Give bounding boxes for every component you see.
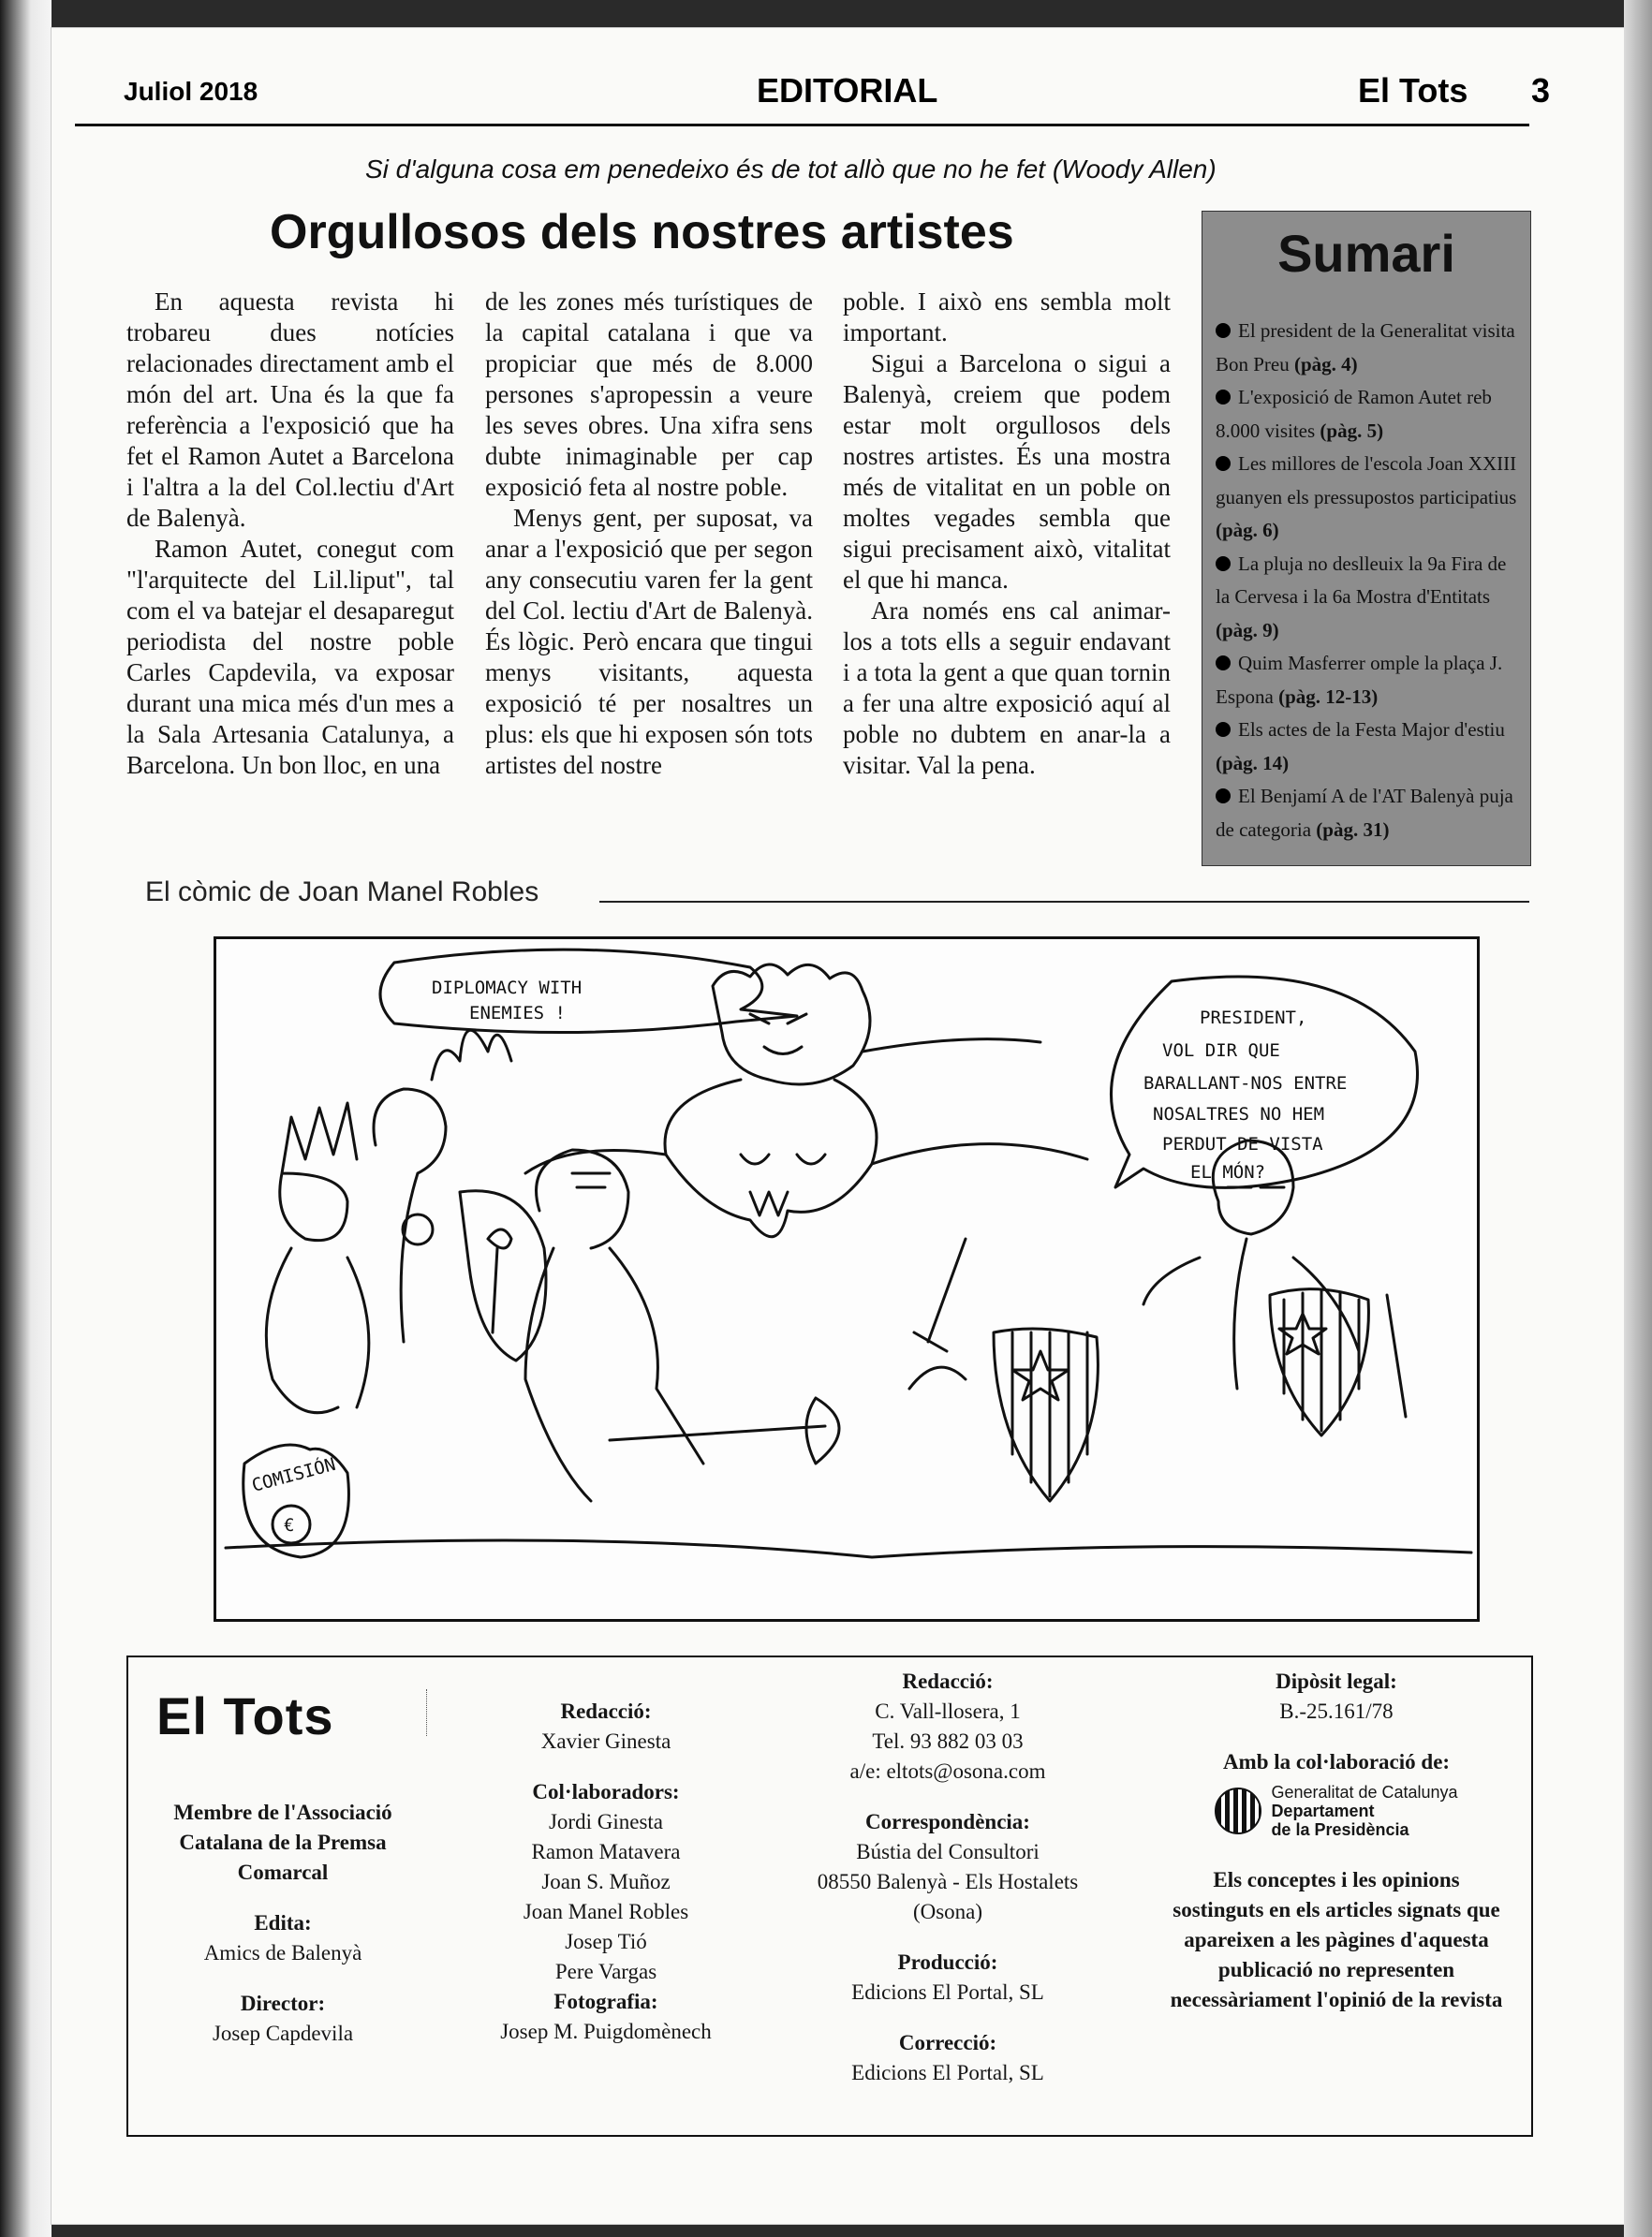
bullet-icon xyxy=(1216,655,1231,670)
foto-value: Josep M. Puigdomènech xyxy=(500,2020,712,2043)
page-number: 3 xyxy=(1531,71,1551,110)
binding-spine xyxy=(0,0,52,2237)
comic-label: El còmic de Joan Manel Robles xyxy=(145,876,539,907)
corr-line: 08550 Balenyà - Els Hostalets xyxy=(817,1870,1079,1893)
disclaimer: Els conceptes i les opinions sostinguts en els articles signats que apareixen a les pàgines d'aquesta publicació no representen necessàriament l'opinió de la revista xyxy=(1170,1868,1503,2011)
page-edge xyxy=(1624,0,1652,2237)
paragraph: En aquesta revista hi trobareu dues notícies relacionades directament amb el món del art. Una és la que fa referència a l'exposició que ha fet el Ramon Autet a Barcelona i l'altra a la del Col.lectiu d'Art de Balenyà. xyxy=(126,287,454,532)
bullet-icon xyxy=(1216,456,1231,471)
sumari-list xyxy=(1216,315,1523,846)
paragraph: de les zones més turístiques de la capital catalana i que va propiciar que més de 8.000 persones s'apropessin a veure les seves obres. Una xifra sens dubte inimaginable per cap exposició feta al nostre poble. xyxy=(485,287,813,501)
bullet-icon xyxy=(1216,390,1231,405)
header-date: Juliol 2018 xyxy=(124,77,258,106)
bullet-icon xyxy=(1216,722,1231,737)
sumari-item: El president de la Generalitat visita Bon Preu (pàg. 4) xyxy=(1216,319,1515,375)
address-street: C. Vall-llosera, 1 xyxy=(875,1700,1021,1723)
edita-value: Amics de Balenyà xyxy=(203,1941,362,1965)
masthead-box xyxy=(126,1656,1533,2137)
director-value: Josep Capdevila xyxy=(212,2022,354,2045)
gencat-logo xyxy=(1168,1783,1505,1839)
sword xyxy=(909,1239,966,1389)
header-section: EDITORIAL xyxy=(757,71,938,110)
senyera-icon xyxy=(1215,1788,1261,1834)
collaborator: Joan S. Muñoz xyxy=(541,1870,671,1893)
foto-label: Fotografia: xyxy=(553,1990,658,2013)
comic-drawing xyxy=(216,939,1477,1619)
figure-crowned xyxy=(266,1103,369,1413)
edita-label: Edita: xyxy=(254,1911,312,1935)
comic-rule xyxy=(599,901,1529,903)
article-column-2 xyxy=(485,287,813,781)
epigraph-quote: Si d'alguna cosa em penedeixo és de tot allò que no he fet (Woody Allen) xyxy=(365,155,1217,184)
paragraph: Menys gent, per suposat, va anar a l'exposició que per segon any consecutiu varen fer la gent del Col. lectiu d'Art de Balenyà. És lògic. Però encara que tingui menys visitants, aquesta exposició té per nosaltres un plus: els que hi exposen són tots artistes del nostre xyxy=(485,504,813,779)
sumari-item: Quim Masferrer omple la plaça J. Espona (pàg. 12-13) xyxy=(1216,652,1503,708)
bubble-right-line: EL MÓN? xyxy=(1190,1162,1266,1183)
gencat-line: de la Presidència xyxy=(1271,1820,1409,1839)
figure-knight xyxy=(432,1030,703,1501)
address-tel: Tel. 93 882 03 03 xyxy=(872,1729,1024,1753)
masthead-col-2 xyxy=(484,1697,728,2047)
paragraph: Sigui a Barcelona o sigui a Balenyà, creiem que podem estar molt orgullosos dels nostres artistes. És una mostra més de vitalitat en un poble on moltes vegades sembla que sigui precisament això, vitalitat el que hi manca. xyxy=(843,349,1171,594)
address-label: Redacció: xyxy=(902,1670,994,1693)
article-headline: Orgullosos dels nostres artistes xyxy=(270,205,1014,259)
masthead-col-3 xyxy=(807,1667,1088,2088)
collaborator: Josep Tió xyxy=(565,1930,647,1953)
sumari-item: Els actes de la Festa Major d'estiu (pàg. 14) xyxy=(1216,718,1505,774)
paragraph: Ara només ens cal animar-los a tots ells a seguir endavant i a tota la gent a que quan tornin a fer una altre exposició aquí al poble no dubtem en anar-la a visitar. Val la pena. xyxy=(843,596,1171,779)
correc-value: Edicions El Portal, SL xyxy=(851,2061,1044,2084)
star-icon xyxy=(1012,1351,1069,1400)
figure-shield xyxy=(374,1089,546,1361)
dragon-head xyxy=(713,964,870,1084)
bubble-left-line: ENEMIES ! xyxy=(469,1003,566,1023)
diposit-label: Dipòsit legal: xyxy=(1276,1670,1397,1693)
collaborator: Joan Manel Robles xyxy=(523,1900,689,1923)
ground-line xyxy=(226,1540,1471,1557)
bubble-right-line: BARALLANT-NOS ENTRE xyxy=(1143,1073,1348,1094)
bubble-left-line: DIPLOMACY WITH xyxy=(432,978,583,998)
bubble-right-line: PERDUT DE VISTA xyxy=(1162,1134,1323,1155)
collaborator: Ramon Matavera xyxy=(531,1840,681,1863)
collaborator: Jordi Ginesta xyxy=(548,1810,663,1833)
corr-label: Correspondència: xyxy=(865,1810,1030,1833)
estelada-shield-1 xyxy=(994,1329,1098,1501)
sumari-item: El Benjamí A de l'AT Balenyà puja de categoria (pàg. 31) xyxy=(1216,785,1513,841)
corr-line: (Osona) xyxy=(912,1900,983,1923)
sumari-box xyxy=(1202,211,1531,866)
masthead-col-1 xyxy=(147,1798,419,2049)
page-header xyxy=(75,47,1551,126)
gencat-line: Generalitat de Catalunya xyxy=(1271,1783,1458,1802)
collab-label: Col·laboradors: xyxy=(532,1780,680,1803)
sumari-item: L'exposició de Ramon Autet reb 8.000 visites (pàg. 5) xyxy=(1216,386,1492,442)
paragraph: Ramon Autet, conegut com "l'arquitecte del Lil.liput", tal com el va batejar el desaparegut periodista del nostre poble Carles Capdevila, va exposar durant una mica més d'un mes a la Sala Artesania Catalunya, a Barcelona. Un bon lloc, en una xyxy=(126,535,454,779)
sumari-item: Les millores de l'escola Joan XXIII guanyen els pressupostos participatius (pàg. 6) xyxy=(1216,452,1517,541)
bullet-icon xyxy=(1216,323,1231,338)
sumari-item: La pluja no deslleuix la 9a Fira de la Cervesa i la 6a Mostra d'Entitats (pàg. 9) xyxy=(1216,552,1507,641)
article-column-3 xyxy=(843,287,1171,781)
correc-label: Correcció: xyxy=(898,2031,997,2054)
paragraph: poble. I això ens sembla molt important. xyxy=(843,287,1171,346)
battle-axe xyxy=(610,1398,839,1464)
gencat-line: Departament xyxy=(1271,1802,1375,1820)
sumari-title: Sumari xyxy=(1277,224,1455,283)
diposit-value: B.-25.161/78 xyxy=(1279,1700,1394,1723)
corr-line: Bústia del Consultori xyxy=(856,1840,1040,1863)
bullet-icon xyxy=(1216,788,1231,803)
bubble-right-line: PRESIDENT, xyxy=(1200,1008,1307,1028)
bag-symbol: € xyxy=(284,1515,295,1536)
redaccio-label: Redacció: xyxy=(560,1700,652,1723)
bubble-right-line: NOSALTRES NO HEM xyxy=(1153,1104,1325,1125)
redaccio-value: Xavier Ginesta xyxy=(540,1729,671,1753)
collab-with-label: Amb la col·laboració de: xyxy=(1222,1750,1451,1773)
dragon-body xyxy=(665,1080,877,1237)
prod-label: Producció: xyxy=(897,1950,998,1974)
article-column-1 xyxy=(126,287,454,781)
logo-mark xyxy=(426,1689,436,1736)
prod-value: Edicions El Portal, SL xyxy=(851,1980,1044,2004)
bullet-icon xyxy=(1216,556,1231,571)
bubble-right-line: VOL DIR QUE xyxy=(1162,1040,1280,1061)
bag-label: COMISIÓN xyxy=(249,1453,338,1496)
membership: Membre de l'Associació Catalana de la Premsa Comarcal xyxy=(173,1801,392,1884)
collaborator: Pere Vargas xyxy=(554,1960,657,1983)
masthead-col-4 xyxy=(1168,1667,1505,2015)
director-label: Director: xyxy=(240,1992,326,2015)
comic-panel xyxy=(214,936,1480,1622)
address-email: a/e: eltots@osona.com xyxy=(849,1759,1046,1783)
masthead-logo: El Tots xyxy=(156,1686,334,1745)
header-publication: El Tots xyxy=(1358,71,1468,110)
